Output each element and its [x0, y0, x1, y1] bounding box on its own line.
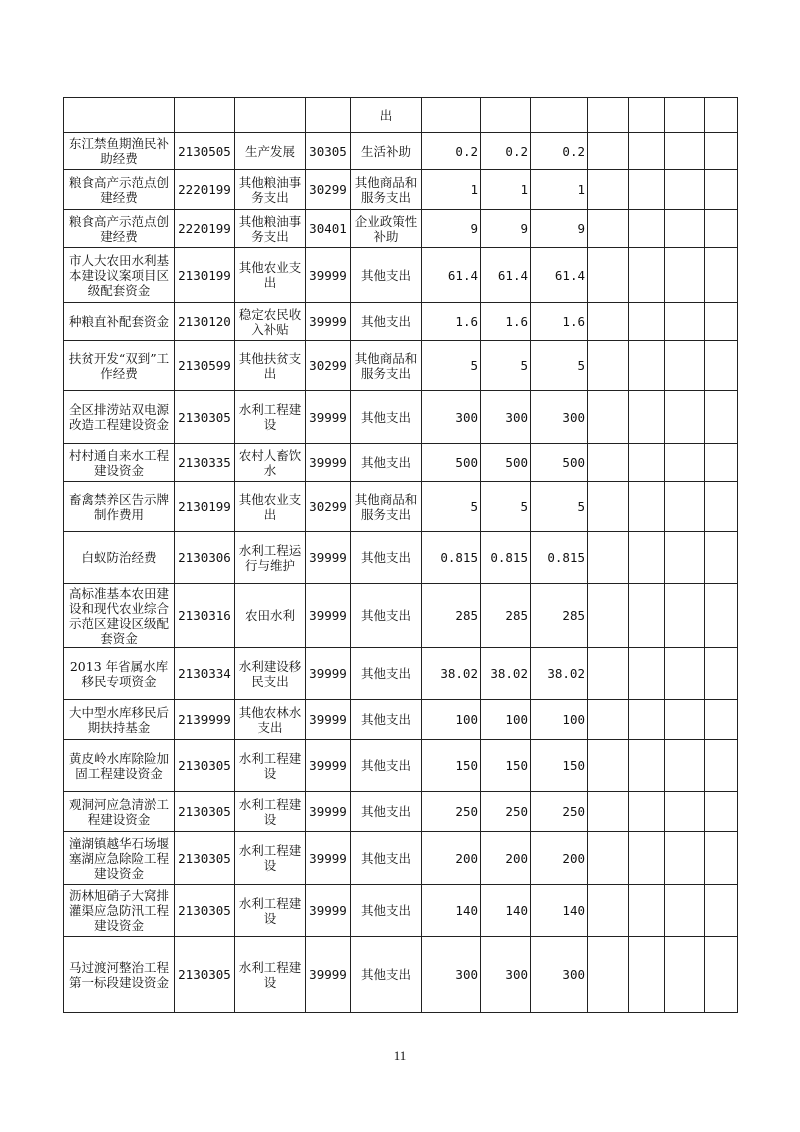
- amount-basic: 150: [531, 740, 588, 792]
- amount-total: 100: [422, 700, 481, 740]
- function-name: 农田水利: [235, 584, 306, 648]
- cell-empty: [705, 885, 738, 937]
- continuation-row: [64, 98, 738, 133]
- cell-empty: [665, 341, 705, 391]
- function-name: 其他扶贫支出: [235, 341, 306, 391]
- cell-empty: [665, 98, 705, 133]
- economic-code: 39999: [306, 792, 351, 832]
- economic-type: 其他支出: [351, 532, 422, 584]
- cell-empty: [588, 341, 629, 391]
- project-name: 沥林旭硝子大窝排灌渠应急防汛工程建设资金: [64, 885, 175, 937]
- cell-empty: [665, 303, 705, 341]
- cell-empty: [705, 444, 738, 482]
- cell-empty: [588, 792, 629, 832]
- cell-empty: [629, 937, 665, 1013]
- table-row: [64, 740, 738, 792]
- table-row: [64, 532, 738, 584]
- project-name: 粮食高产示范点创建经费: [64, 170, 175, 210]
- cell-empty: [629, 584, 665, 648]
- cell-empty: [665, 792, 705, 832]
- amount-basic: 300: [531, 391, 588, 444]
- function-name: 农村人畜饮水: [235, 444, 306, 482]
- amount-total: 61.4: [422, 248, 481, 303]
- table-row: [64, 792, 738, 832]
- amount-total: 5: [422, 341, 481, 391]
- amount-subtotal: 150: [481, 740, 531, 792]
- economic-code: 39999: [306, 740, 351, 792]
- amount-total: 0.2: [422, 133, 481, 170]
- cell-empty: [235, 98, 306, 133]
- cell-empty: [705, 700, 738, 740]
- economic-type: 其他商品和服务支出: [351, 341, 422, 391]
- cell-empty: [588, 303, 629, 341]
- cell-empty: [705, 210, 738, 248]
- function-name: 其他粮油事务支出: [235, 210, 306, 248]
- project-name: 高标准基本农田建设和现代农业综合示范区建设区级配套资金: [64, 584, 175, 648]
- project-name: 东江禁鱼期渔民补助经费: [64, 133, 175, 170]
- cell-empty: [588, 885, 629, 937]
- table-row: [64, 248, 738, 303]
- cell-empty: [531, 98, 588, 133]
- economic-code: 30299: [306, 341, 351, 391]
- table-row: [64, 133, 738, 170]
- cell-empty: [629, 303, 665, 341]
- amount-subtotal: 100: [481, 700, 531, 740]
- economic-type: 企业政策性补助: [351, 210, 422, 248]
- project-name: 黄皮岭水库除险加固工程建设资金: [64, 740, 175, 792]
- amount-subtotal: 0.2: [481, 133, 531, 170]
- economic-code: 39999: [306, 832, 351, 885]
- amount-total: 285: [422, 584, 481, 648]
- economic-type: 其他支出: [351, 937, 422, 1013]
- amount-basic: 9: [531, 210, 588, 248]
- cell-empty: [705, 133, 738, 170]
- amount-subtotal: 1: [481, 170, 531, 210]
- table-row: [64, 700, 738, 740]
- amount-total: 1: [422, 170, 481, 210]
- table-row: [64, 937, 738, 1013]
- cell-empty: [64, 98, 175, 133]
- cell-empty: [629, 740, 665, 792]
- cell-empty: [705, 98, 738, 133]
- project-name: 白蚁防治经费: [64, 532, 175, 584]
- economic-type: 其他支出: [351, 648, 422, 700]
- function-code: 2130305: [175, 885, 235, 937]
- economic-code: 39999: [306, 248, 351, 303]
- cell-empty: [629, 248, 665, 303]
- amount-basic: 5: [531, 482, 588, 532]
- function-code: 2130305: [175, 937, 235, 1013]
- amount-subtotal: 300: [481, 391, 531, 444]
- amount-basic: 1: [531, 170, 588, 210]
- economic-type-tail: 出: [351, 98, 422, 133]
- amount-basic: 300: [531, 937, 588, 1013]
- cell-empty: [588, 937, 629, 1013]
- cell-empty: [705, 482, 738, 532]
- project-name: 市人大农田水利基本建设议案项目区级配套资金: [64, 248, 175, 303]
- project-name: 全区排涝站双电源改造工程建设资金: [64, 391, 175, 444]
- cell-empty: [705, 532, 738, 584]
- amount-subtotal: 285: [481, 584, 531, 648]
- amount-basic: 0.2: [531, 133, 588, 170]
- cell-empty: [629, 885, 665, 937]
- cell-empty: [588, 700, 629, 740]
- economic-code: 39999: [306, 648, 351, 700]
- function-code: 2130305: [175, 740, 235, 792]
- amount-subtotal: 61.4: [481, 248, 531, 303]
- amount-subtotal: 0.815: [481, 532, 531, 584]
- amount-basic: 61.4: [531, 248, 588, 303]
- cell-empty: [665, 832, 705, 885]
- function-code: 2130334: [175, 648, 235, 700]
- amount-basic: 250: [531, 792, 588, 832]
- cell-empty: [629, 700, 665, 740]
- cell-empty: [665, 133, 705, 170]
- cell-empty: [665, 391, 705, 444]
- amount-subtotal: 5: [481, 482, 531, 532]
- cell-empty: [705, 584, 738, 648]
- amount-subtotal: 500: [481, 444, 531, 482]
- amount-subtotal: 1.6: [481, 303, 531, 341]
- economic-type: 其他支出: [351, 700, 422, 740]
- cell-empty: [705, 648, 738, 700]
- amount-subtotal: 38.02: [481, 648, 531, 700]
- cell-empty: [422, 98, 481, 133]
- amount-total: 38.02: [422, 648, 481, 700]
- amount-total: 250: [422, 792, 481, 832]
- function-code: 2130120: [175, 303, 235, 341]
- project-name: 种粮直补配套资金: [64, 303, 175, 341]
- function-name: 水利工程建设: [235, 391, 306, 444]
- cell-empty: [629, 210, 665, 248]
- function-name: 其他农林水支出: [235, 700, 306, 740]
- cell-empty: [588, 740, 629, 792]
- amount-subtotal: 5: [481, 341, 531, 391]
- project-name: 潼湖镇越华石场堰塞湖应急除险工程建设资金: [64, 832, 175, 885]
- function-name: 水利工程建设: [235, 885, 306, 937]
- project-name: 2013 年省属水库移民专项资金: [64, 648, 175, 700]
- cell-empty: [588, 170, 629, 210]
- function-code: 2130199: [175, 248, 235, 303]
- cell-empty: [629, 832, 665, 885]
- economic-code: 30299: [306, 482, 351, 532]
- economic-code: 39999: [306, 391, 351, 444]
- cell-empty: [665, 584, 705, 648]
- function-code: 2130305: [175, 832, 235, 885]
- economic-type: 其他支出: [351, 832, 422, 885]
- cell-empty: [629, 648, 665, 700]
- cell-empty: [705, 937, 738, 1013]
- table-row: [64, 170, 738, 210]
- cell-empty: [629, 98, 665, 133]
- cell-empty: [588, 444, 629, 482]
- economic-code: 39999: [306, 700, 351, 740]
- economic-code: 30299: [306, 170, 351, 210]
- cell-empty: [306, 98, 351, 133]
- function-code: 2130316: [175, 584, 235, 648]
- amount-basic: 38.02: [531, 648, 588, 700]
- cell-empty: [175, 98, 235, 133]
- cell-empty: [588, 832, 629, 885]
- function-name: 其他粮油事务支出: [235, 170, 306, 210]
- cell-empty: [705, 391, 738, 444]
- economic-code: 39999: [306, 937, 351, 1013]
- table-row: [64, 210, 738, 248]
- cell-empty: [705, 303, 738, 341]
- table-row: [64, 584, 738, 648]
- table-row: [64, 341, 738, 391]
- cell-empty: [629, 341, 665, 391]
- economic-code: 30305: [306, 133, 351, 170]
- cell-empty: [665, 532, 705, 584]
- cell-empty: [665, 740, 705, 792]
- amount-basic: 1.6: [531, 303, 588, 341]
- cell-empty: [588, 248, 629, 303]
- amount-total: 300: [422, 391, 481, 444]
- cell-empty: [665, 210, 705, 248]
- function-code: 2130335: [175, 444, 235, 482]
- function-code: 2220199: [175, 170, 235, 210]
- amount-basic: 285: [531, 584, 588, 648]
- cell-empty: [665, 170, 705, 210]
- economic-code: 39999: [306, 584, 351, 648]
- function-name: 水利工程运行与维护: [235, 532, 306, 584]
- cell-empty: [665, 444, 705, 482]
- economic-code: 39999: [306, 303, 351, 341]
- budget-table: [63, 97, 738, 1013]
- project-name: 粮食高产示范点创建经费: [64, 210, 175, 248]
- function-name: 水利工程建设: [235, 792, 306, 832]
- table-row: [64, 444, 738, 482]
- amount-total: 1.6: [422, 303, 481, 341]
- function-code: 2130599: [175, 341, 235, 391]
- project-name: 畜禽禁养区告示牌制作费用: [64, 482, 175, 532]
- amount-total: 150: [422, 740, 481, 792]
- cell-empty: [588, 391, 629, 444]
- function-name: 水利工程建设: [235, 740, 306, 792]
- cell-empty: [705, 170, 738, 210]
- amount-total: 200: [422, 832, 481, 885]
- economic-type: 其他支出: [351, 740, 422, 792]
- function-code: 2130305: [175, 792, 235, 832]
- amount-subtotal: 9: [481, 210, 531, 248]
- cell-empty: [629, 391, 665, 444]
- function-code: 2130505: [175, 133, 235, 170]
- cell-empty: [588, 133, 629, 170]
- amount-basic: 200: [531, 832, 588, 885]
- amount-basic: 140: [531, 885, 588, 937]
- cell-empty: [629, 133, 665, 170]
- cell-empty: [588, 482, 629, 532]
- table-row: [64, 391, 738, 444]
- economic-type: 其他支出: [351, 248, 422, 303]
- cell-empty: [588, 210, 629, 248]
- function-name: 生产发展: [235, 133, 306, 170]
- cell-empty: [629, 482, 665, 532]
- function-name: 稳定农民收入补贴: [235, 303, 306, 341]
- table-row: [64, 832, 738, 885]
- page-number: 11: [393, 1048, 407, 1063]
- economic-code: 39999: [306, 532, 351, 584]
- economic-type: 其他支出: [351, 584, 422, 648]
- economic-type: 其他商品和服务支出: [351, 482, 422, 532]
- project-name: 观洞河应急清淤工程建设资金: [64, 792, 175, 832]
- cell-empty: [705, 341, 738, 391]
- cell-empty: [665, 700, 705, 740]
- economic-code: 30401: [306, 210, 351, 248]
- economic-code: 39999: [306, 444, 351, 482]
- amount-subtotal: 200: [481, 832, 531, 885]
- economic-type: 生活补助: [351, 133, 422, 170]
- table-row: [64, 303, 738, 341]
- project-name: 村村通自来水工程建设资金: [64, 444, 175, 482]
- function-code: 2139999: [175, 700, 235, 740]
- amount-basic: 5: [531, 341, 588, 391]
- amount-subtotal: 250: [481, 792, 531, 832]
- function-code: 2220199: [175, 210, 235, 248]
- amount-basic: 0.815: [531, 532, 588, 584]
- project-name: 扶贫开发“双到”工作经费: [64, 341, 175, 391]
- function-code: 2130306: [175, 532, 235, 584]
- function-name: 其他农业支出: [235, 248, 306, 303]
- cell-empty: [665, 885, 705, 937]
- cell-empty: [665, 482, 705, 532]
- economic-type: 其他支出: [351, 792, 422, 832]
- function-name: 水利工程建设: [235, 832, 306, 885]
- economic-type: 其他支出: [351, 391, 422, 444]
- cell-empty: [665, 648, 705, 700]
- cell-empty: [629, 170, 665, 210]
- function-name: 其他农业支出: [235, 482, 306, 532]
- cell-empty: [665, 248, 705, 303]
- economic-code: 39999: [306, 885, 351, 937]
- economic-type: 其他商品和服务支出: [351, 170, 422, 210]
- amount-total: 9: [422, 210, 481, 248]
- cell-empty: [705, 792, 738, 832]
- cell-empty: [481, 98, 531, 133]
- table-row: [64, 482, 738, 532]
- function-name: 水利建设移民支出: [235, 648, 306, 700]
- amount-subtotal: 140: [481, 885, 531, 937]
- cell-empty: [629, 444, 665, 482]
- cell-empty: [629, 792, 665, 832]
- cell-empty: [588, 532, 629, 584]
- project-name: 马过渡河整治工程第一标段建设资金: [64, 937, 175, 1013]
- cell-empty: [705, 248, 738, 303]
- cell-empty: [705, 832, 738, 885]
- amount-total: 140: [422, 885, 481, 937]
- amount-total: 300: [422, 937, 481, 1013]
- amount-total: 500: [422, 444, 481, 482]
- amount-basic: 500: [531, 444, 588, 482]
- economic-type: 其他支出: [351, 444, 422, 482]
- project-name: 大中型水库移民后期扶持基金: [64, 700, 175, 740]
- economic-type: 其他支出: [351, 885, 422, 937]
- table-row: [64, 885, 738, 937]
- table-row: [64, 648, 738, 700]
- amount-total: 5: [422, 482, 481, 532]
- cell-empty: [588, 584, 629, 648]
- cell-empty: [665, 937, 705, 1013]
- cell-empty: [588, 648, 629, 700]
- cell-empty: [705, 740, 738, 792]
- economic-type: 其他支出: [351, 303, 422, 341]
- amount-total: 0.815: [422, 532, 481, 584]
- cell-empty: [588, 98, 629, 133]
- function-code: 2130199: [175, 482, 235, 532]
- amount-basic: 100: [531, 700, 588, 740]
- function-code: 2130305: [175, 391, 235, 444]
- function-name: 水利工程建设: [235, 937, 306, 1013]
- amount-subtotal: 300: [481, 937, 531, 1013]
- cell-empty: [629, 532, 665, 584]
